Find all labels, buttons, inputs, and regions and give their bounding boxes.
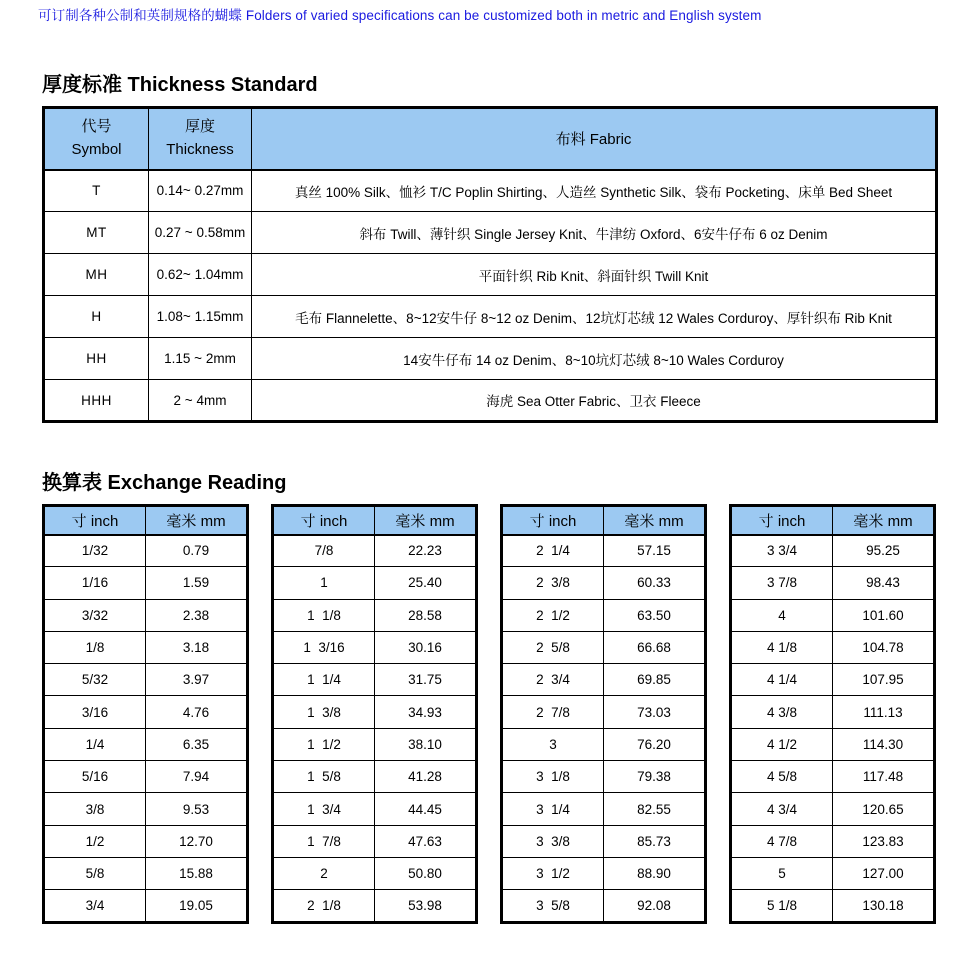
mm-value-cell: 1.59 <box>146 567 248 599</box>
mm-value-cell: 79.38 <box>604 761 706 793</box>
exchange-row <box>44 696 248 728</box>
thickness-row <box>44 254 937 296</box>
inch-value-cell: 4 1/2 <box>731 728 833 760</box>
inch-value-cell: 4 3/4 <box>731 793 833 825</box>
inch-column-header: 寸 inch <box>731 506 833 535</box>
thickness-column-header <box>149 108 252 170</box>
exchange-row <box>273 890 477 922</box>
fabric-cell: 毛布 Flannelette、8~12安牛仔 8~12 oz Denim、12坑灯芯绒 12 Wales Corduroy、厚针织布 Rib Knit <box>252 296 937 338</box>
inch-value-cell: 2 3/8 <box>502 567 604 599</box>
exchange-row <box>502 793 706 825</box>
thickness-cell: 0.62~ 1.04mm <box>149 254 252 296</box>
mm-value-cell: 41.28 <box>375 761 477 793</box>
symbol-cell: MH <box>44 254 149 296</box>
mm-value-cell: 76.20 <box>604 728 706 760</box>
inch-value-cell: 5/32 <box>44 664 146 696</box>
inch-value-cell: 1 5/8 <box>273 761 375 793</box>
mm-value-cell: 92.08 <box>604 890 706 922</box>
exchange-row <box>44 857 248 889</box>
inch-value-cell: 5/8 <box>44 857 146 889</box>
inch-value-cell: 3 1/2 <box>502 857 604 889</box>
exchange-row <box>44 631 248 663</box>
exchange-row <box>731 535 935 567</box>
mm-value-cell: 130.18 <box>833 890 935 922</box>
inch-value-cell: 1 3/8 <box>273 696 375 728</box>
exchange-row <box>273 664 477 696</box>
thickness-row <box>44 212 937 254</box>
mm-value-cell: 12.70 <box>146 825 248 857</box>
inch-value-cell: 3 3/8 <box>502 825 604 857</box>
inch-value-cell: 4 <box>731 599 833 631</box>
thickness-cell: 0.14~ 0.27mm <box>149 170 252 212</box>
mm-column-header: 毫米 mm <box>146 506 248 535</box>
thickness-header-row <box>44 108 937 170</box>
exchange-row <box>502 728 706 760</box>
mm-value-cell: 98.43 <box>833 567 935 599</box>
exchange-row <box>273 728 477 760</box>
mm-value-cell: 88.90 <box>604 857 706 889</box>
thickness-cell: 2 ~ 4mm <box>149 380 252 422</box>
inch-value-cell: 4 3/8 <box>731 696 833 728</box>
mm-value-cell: 38.10 <box>375 728 477 760</box>
exchange-row <box>502 567 706 599</box>
thickness-cell: 0.27 ~ 0.58mm <box>149 212 252 254</box>
inch-value-cell: 3 3/4 <box>731 535 833 567</box>
inch-value-cell: 4 7/8 <box>731 825 833 857</box>
exchange-row <box>502 696 706 728</box>
mm-value-cell: 120.65 <box>833 793 935 825</box>
mm-value-cell: 2.38 <box>146 599 248 631</box>
mm-value-cell: 9.53 <box>146 793 248 825</box>
fabric-column-header: 布料 Fabric <box>252 108 937 170</box>
mm-value-cell: 53.98 <box>375 890 477 922</box>
spec-sheet-page <box>0 4 980 957</box>
exchange-row <box>502 631 706 663</box>
mm-value-cell: 7.94 <box>146 761 248 793</box>
exchange-row <box>731 761 935 793</box>
mm-value-cell: 114.30 <box>833 728 935 760</box>
thickness-cell: 1.15 ~ 2mm <box>149 338 252 380</box>
exchange-row <box>731 567 935 599</box>
inch-value-cell: 1 3/4 <box>273 793 375 825</box>
symbol-cell: MT <box>44 212 149 254</box>
exchange-row <box>502 535 706 567</box>
thickness-section-title: 厚度标准 Thickness Standard <box>42 74 318 96</box>
inch-value-cell: 1 <box>273 567 375 599</box>
inch-column-header: 寸 inch <box>273 506 375 535</box>
mm-value-cell: 31.75 <box>375 664 477 696</box>
symbol-column-header <box>44 108 149 170</box>
exchange-table-1 <box>42 504 249 924</box>
thickness-row <box>44 338 937 380</box>
mm-value-cell: 73.03 <box>604 696 706 728</box>
exchange-row <box>731 857 935 889</box>
thickness-row <box>44 296 937 338</box>
exchange-header-row <box>44 506 248 535</box>
exchange-row <box>502 825 706 857</box>
exchange-row <box>731 599 935 631</box>
symbol-header-cn: 代号 <box>81 118 112 136</box>
mm-value-cell: 127.00 <box>833 857 935 889</box>
exchange-row <box>731 728 935 760</box>
exchange-row <box>44 599 248 631</box>
mm-value-cell: 111.13 <box>833 696 935 728</box>
inch-value-cell: 3/32 <box>44 599 146 631</box>
exchange-row <box>44 535 248 567</box>
inch-column-header: 寸 inch <box>44 506 146 535</box>
mm-value-cell: 123.83 <box>833 825 935 857</box>
inch-value-cell: 3/16 <box>44 696 146 728</box>
exchange-row <box>502 761 706 793</box>
inch-value-cell: 4 1/8 <box>731 631 833 663</box>
exchange-row <box>502 857 706 889</box>
inch-column-header: 寸 inch <box>502 506 604 535</box>
thickness-header-en: Thickness <box>166 140 234 158</box>
mm-value-cell: 47.63 <box>375 825 477 857</box>
inch-value-cell: 4 5/8 <box>731 761 833 793</box>
inch-value-cell: 1/4 <box>44 728 146 760</box>
exchange-row <box>273 696 477 728</box>
mm-value-cell: 0.79 <box>146 535 248 567</box>
exchange-row <box>44 567 248 599</box>
fabric-cell: 14安牛仔布 14 oz Denim、8~10坑灯芯绒 8~10 Wales Corduroy <box>252 338 937 380</box>
inch-value-cell: 2 3/4 <box>502 664 604 696</box>
mm-value-cell: 34.93 <box>375 696 477 728</box>
mm-value-cell: 104.78 <box>833 631 935 663</box>
mm-value-cell: 57.15 <box>604 535 706 567</box>
exchange-row <box>731 793 935 825</box>
fabric-cell: 斜布 Twill、薄针织 Single Jersey Knit、牛津纺 Oxford、6安牛仔布 6 oz Denim <box>252 212 937 254</box>
mm-value-cell: 69.85 <box>604 664 706 696</box>
mm-value-cell: 85.73 <box>604 825 706 857</box>
inch-value-cell: 1/16 <box>44 567 146 599</box>
exchange-row <box>44 664 248 696</box>
exchange-row <box>731 664 935 696</box>
mm-value-cell: 117.48 <box>833 761 935 793</box>
inch-value-cell: 1 1/8 <box>273 599 375 631</box>
inch-value-cell: 2 1/4 <box>502 535 604 567</box>
inch-value-cell: 1/8 <box>44 631 146 663</box>
symbol-header-en: Symbol <box>71 140 122 158</box>
mm-value-cell: 15.88 <box>146 857 248 889</box>
exchange-row <box>44 761 248 793</box>
inch-value-cell: 3 7/8 <box>731 567 833 599</box>
mm-value-cell: 6.35 <box>146 728 248 760</box>
exchange-row <box>273 761 477 793</box>
inch-value-cell: 4 1/4 <box>731 664 833 696</box>
fabric-cell: 海虎 Sea Otter Fabric、卫衣 Fleece <box>252 380 937 422</box>
inch-value-cell: 3 5/8 <box>502 890 604 922</box>
symbol-cell: HH <box>44 338 149 380</box>
mm-value-cell: 60.33 <box>604 567 706 599</box>
inch-value-cell: 2 1/8 <box>273 890 375 922</box>
mm-value-cell: 82.55 <box>604 793 706 825</box>
exchange-header-row <box>273 506 477 535</box>
symbol-cell: HHH <box>44 380 149 422</box>
exchange-row <box>44 793 248 825</box>
exchange-table-4 <box>729 504 936 924</box>
inch-value-cell: 3 1/8 <box>502 761 604 793</box>
exchange-table-3 <box>500 504 707 924</box>
inch-value-cell: 1/2 <box>44 825 146 857</box>
thickness-header-cn: 厚度 <box>184 118 215 136</box>
mm-value-cell: 63.50 <box>604 599 706 631</box>
inch-value-cell: 5/16 <box>44 761 146 793</box>
mm-value-cell: 3.97 <box>146 664 248 696</box>
exchange-table-2 <box>271 504 478 924</box>
mm-value-cell: 4.76 <box>146 696 248 728</box>
mm-value-cell: 3.18 <box>146 631 248 663</box>
exchange-row <box>273 567 477 599</box>
inch-value-cell: 5 1/8 <box>731 890 833 922</box>
top-note: 可订制各种公制和英制规格的蝴蝶 Folders of varied specifications can be customized both in metric and English system <box>38 8 762 23</box>
inch-value-cell: 3/4 <box>44 890 146 922</box>
exchange-row <box>731 696 935 728</box>
inch-value-cell: 2 <box>273 857 375 889</box>
mm-value-cell: 25.40 <box>375 567 477 599</box>
inch-value-cell: 2 1/2 <box>502 599 604 631</box>
mm-value-cell: 44.45 <box>375 793 477 825</box>
exchange-section-title: 换算表 Exchange Reading <box>42 472 287 494</box>
inch-value-cell: 3/8 <box>44 793 146 825</box>
mm-value-cell: 30.16 <box>375 631 477 663</box>
inch-value-cell: 1 3/16 <box>273 631 375 663</box>
exchange-row <box>273 825 477 857</box>
inch-value-cell: 2 7/8 <box>502 696 604 728</box>
inch-value-cell: 1/32 <box>44 535 146 567</box>
thickness-row <box>44 170 937 212</box>
exchange-row <box>273 631 477 663</box>
mm-column-header: 毫米 mm <box>604 506 706 535</box>
mm-value-cell: 28.58 <box>375 599 477 631</box>
mm-value-cell: 19.05 <box>146 890 248 922</box>
mm-column-header: 毫米 mm <box>375 506 477 535</box>
exchange-row <box>731 825 935 857</box>
exchange-row <box>731 631 935 663</box>
mm-value-cell: 50.80 <box>375 857 477 889</box>
exchange-row <box>731 890 935 922</box>
exchange-header-row <box>502 506 706 535</box>
mm-value-cell: 66.68 <box>604 631 706 663</box>
inch-value-cell: 3 1/4 <box>502 793 604 825</box>
fabric-cell: 真丝 100% Silk、恤衫 T/C Poplin Shirting、人造丝 Synthetic Silk、袋布 Pocketing、床单 Bed Sheet <box>252 170 937 212</box>
exchange-tables-row <box>42 504 980 924</box>
exchange-row <box>502 664 706 696</box>
thickness-table <box>42 106 938 423</box>
exchange-row <box>44 825 248 857</box>
exchange-row <box>273 535 477 567</box>
mm-value-cell: 95.25 <box>833 535 935 567</box>
exchange-row <box>273 599 477 631</box>
fabric-cell: 平面针织 Rib Knit、斜面针织 Twill Knit <box>252 254 937 296</box>
thickness-row <box>44 380 937 422</box>
thickness-cell: 1.08~ 1.15mm <box>149 296 252 338</box>
symbol-cell: T <box>44 170 149 212</box>
exchange-row <box>273 857 477 889</box>
mm-value-cell: 22.23 <box>375 535 477 567</box>
mm-value-cell: 101.60 <box>833 599 935 631</box>
inch-value-cell: 1 1/2 <box>273 728 375 760</box>
inch-value-cell: 7/8 <box>273 535 375 567</box>
inch-value-cell: 1 7/8 <box>273 825 375 857</box>
inch-value-cell: 2 5/8 <box>502 631 604 663</box>
symbol-cell: H <box>44 296 149 338</box>
mm-value-cell: 107.95 <box>833 664 935 696</box>
exchange-row <box>502 599 706 631</box>
exchange-row <box>44 728 248 760</box>
exchange-header-row <box>731 506 935 535</box>
exchange-row <box>502 890 706 922</box>
mm-column-header: 毫米 mm <box>833 506 935 535</box>
inch-value-cell: 1 1/4 <box>273 664 375 696</box>
exchange-row <box>273 793 477 825</box>
exchange-row <box>44 890 248 922</box>
inch-value-cell: 5 <box>731 857 833 889</box>
inch-value-cell: 3 <box>502 728 604 760</box>
